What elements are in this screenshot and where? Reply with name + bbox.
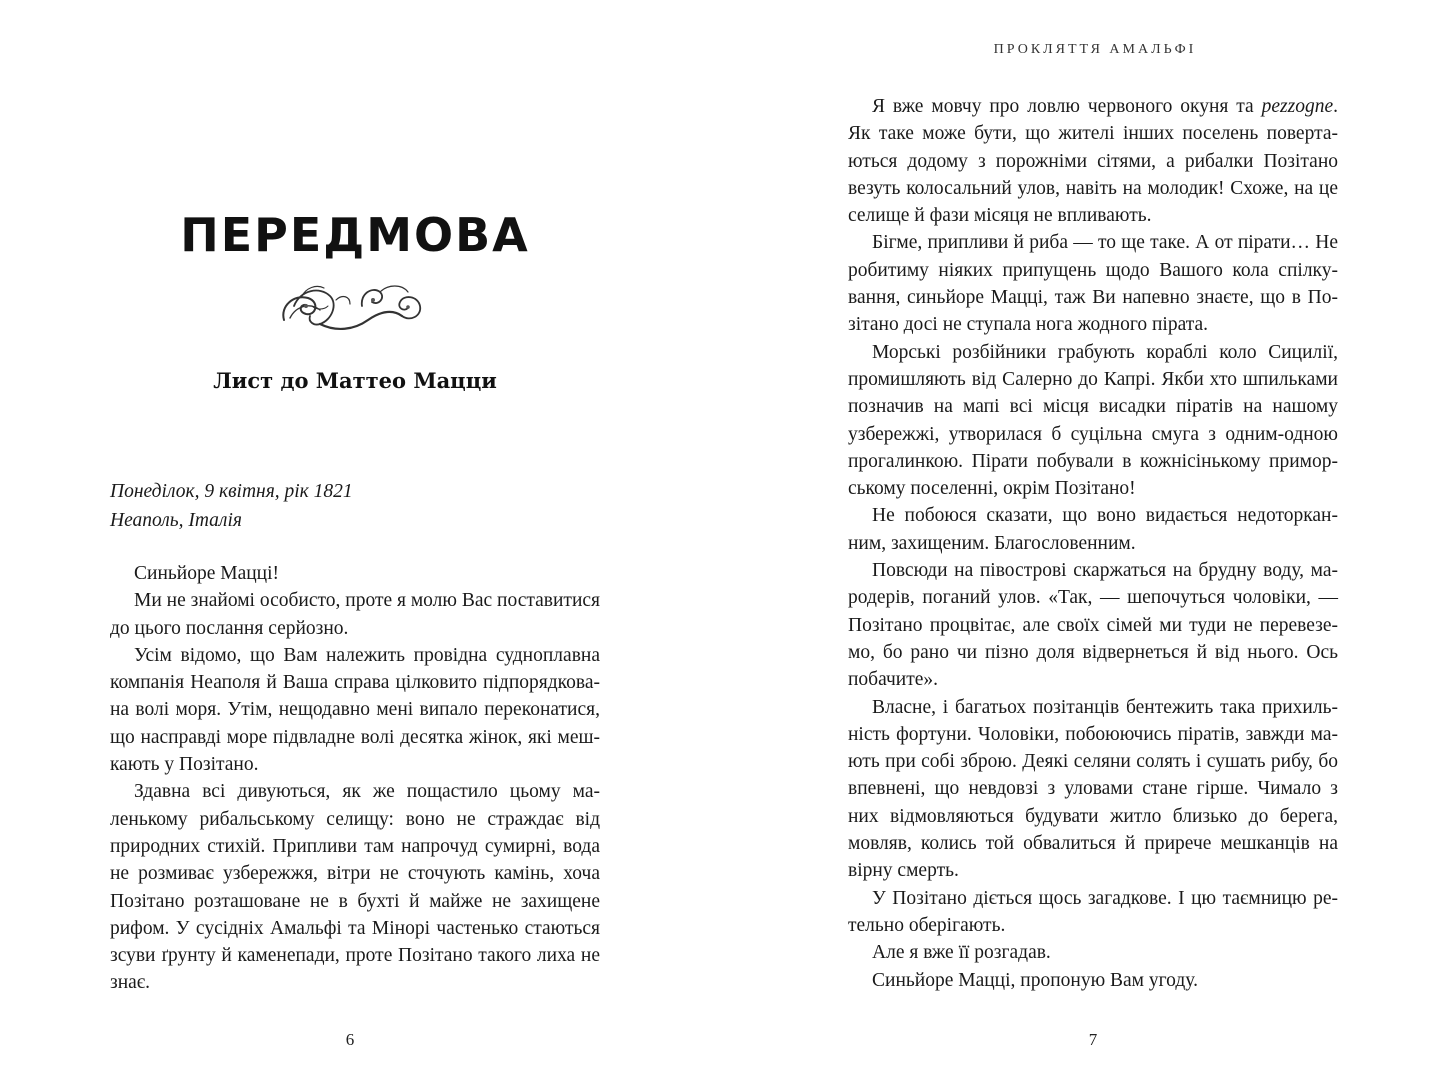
paragraph: Бігме, припливи й риба — то ще таке. А от пірати… Не робитиму ніяких припущень щодо Вашого кола спілкування, синьйоре Мацці, таж Ви напевно знаєте, що в Позітано досі не ступала нога жодного пірата. bbox=[848, 232, 1338, 336]
paragraph: Ми не знайомі особисто, проте я молю Вас поставитися до цього послання серйозно. bbox=[110, 590, 601, 639]
foreign-word: pezzogne bbox=[1261, 96, 1334, 117]
paragraph: Здавна всі дивуються, як же пощастило цьому маленькому рибальському селищу: воно не страждає від природних стихій. Припливи там напрочуд сумирні, вода не розмиває узбережжя, вітри не сточують камінь, хоча Позітано розташоване не в бухті й майже не захищене рифом. У сусідніх Амальфі та Мінорі частенько стаються зсуви ґрунту й каменепади, проте Позітано такого лиха не знає. bbox=[110, 781, 600, 994]
paragraph: У Позітано діється щось загадкове. І цю таємницю ретельно оберігають. bbox=[848, 887, 1338, 936]
place-line: Неаполь, Італія bbox=[110, 510, 242, 531]
paragraph: Я вже мовчу про ловлю червоного окуня та pezzogne. Як таке може бути, що жителі інших поселень повертаються додому з порожніми сітями, а рибалки Позітано везуть колосальний улов, навіть на молодик! Схоже, на це селище й фази місяця не впливають. bbox=[848, 96, 1338, 227]
dateline bbox=[110, 477, 353, 535]
paragraph: Синьйоре Мацці, пропоную Вам угоду. bbox=[872, 969, 1198, 991]
left-body-text bbox=[110, 560, 600, 997]
page-number: 7 bbox=[1088, 1030, 1098, 1049]
paragraph: Але я вже її розгадав. bbox=[872, 942, 1051, 964]
chapter-title: ПЕРЕДМОВА bbox=[180, 208, 530, 262]
paragraph: Повсюди на півострові скаржаться на брудну воду, мародерів, поганий улов. «Так, — шепочуться чоловіки, — Позітано процвітає, але своїх сімей ми туди не перевеземо, бо рано чи пізно доля відвернеться й від нього. Ось побачите». bbox=[848, 560, 1338, 691]
paragraph: Не побоюся сказати, що воно видається недоторканним, захищеним. Благословенним. bbox=[848, 505, 1338, 554]
paragraph: Усім відомо, що Вам належить провідна судноплавна компанія Неаполя й Ваша справа цілковито підпорядкована волі моря. Утім, нещодавно мені випало переконатися, що насправді море підвладне волі десятка жінок, які мешкають у Позітано. bbox=[110, 644, 600, 776]
page-number: 6 bbox=[345, 1030, 355, 1049]
letter-subtitle: Лист до Маттео Мацци bbox=[213, 368, 497, 393]
flourish-ornament-icon bbox=[276, 276, 436, 336]
right-body-text bbox=[848, 93, 1338, 994]
left-page bbox=[0, 0, 722, 1084]
paragraph: Морські розбійники грабують кораблі коло Сицилії, промишляють від Салерно до Капрі. Якби хто шпильками позначив на мапі всі місця висадки піратів на нашому узбережжі, утворилася б суцільна смуга з одним-одною прогалинкою. Пірати побували в кожнісінькому приморському поселенні, окрім Позітано! bbox=[848, 341, 1338, 500]
paragraph: Власне, і багатьох позітанців бентежить така прихильність фортуни. Чоловіки, побоюючись піратів, завжди мають при собі зброю. Деякі селяни солять і сушать рибу, бо впевнені, що невдовзі з уловами стане гірше. Чимало з них відмовляються будувати житло близько до берега, мовляв, колись той обвалиться й приречe мешканців на вірну смерть. bbox=[848, 696, 1338, 882]
running-head: ПРОКЛЯТТЯ АМАЛЬФІ bbox=[993, 42, 1197, 57]
paragraph: Синьйоре Мацці! bbox=[134, 563, 280, 584]
date-line: Понеділок, 9 квітня, рік 1821 bbox=[110, 481, 353, 502]
